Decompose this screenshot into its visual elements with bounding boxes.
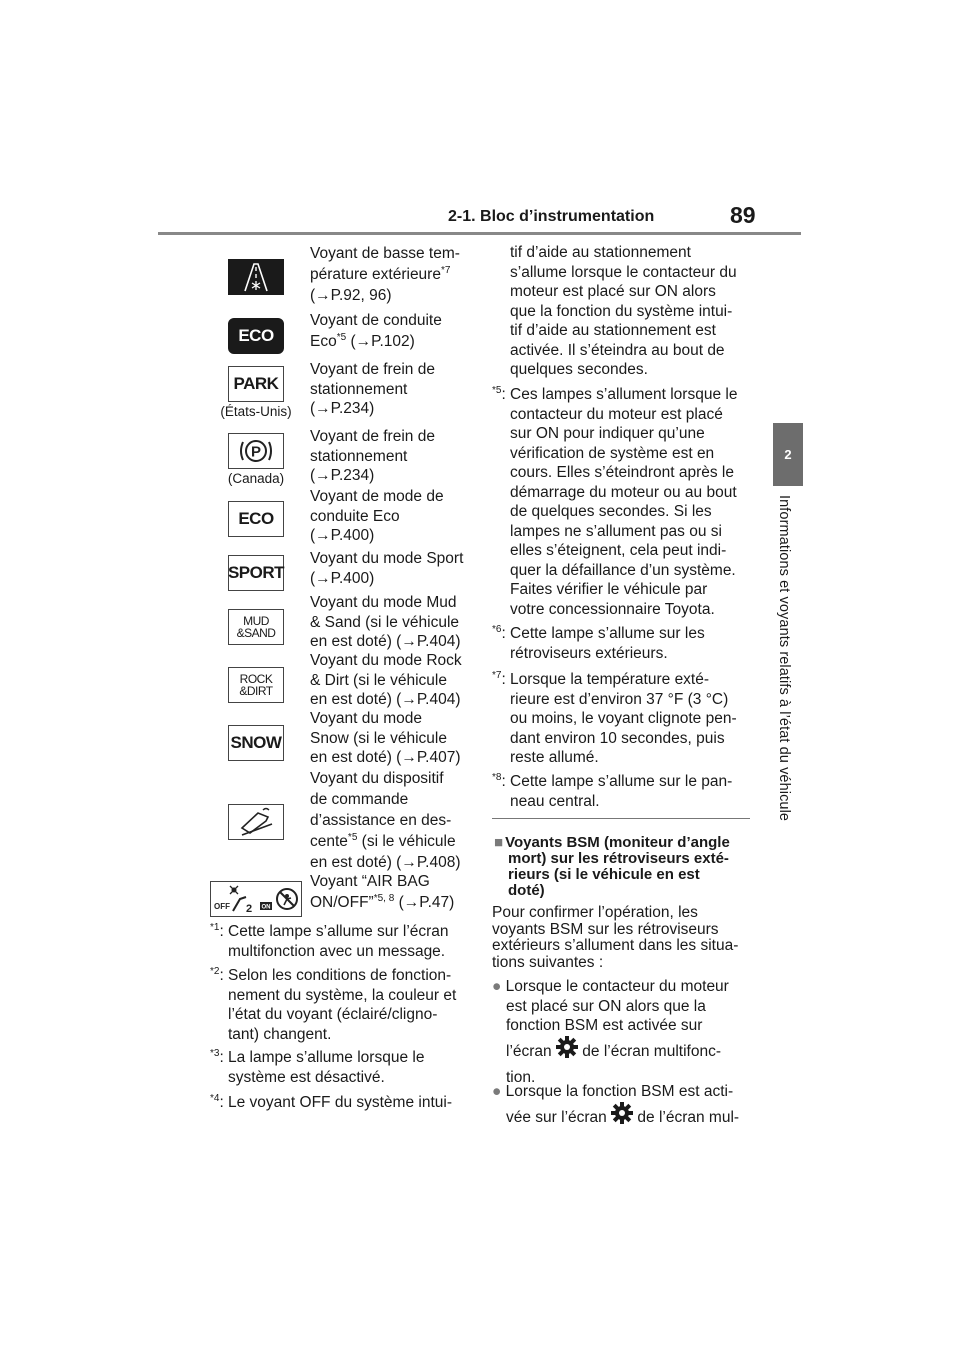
footnote-text-line: s’allume lorsque le contacteur du (510, 263, 737, 281)
icon-label: ECO (238, 326, 274, 345)
bullet-dot-icon: ● (492, 978, 502, 995)
indicator-description-line: Voyant de frein de (310, 361, 435, 378)
footnote-text (510, 772, 732, 811)
icon-label: SNOW (230, 733, 282, 752)
footnote-text-line: elles s’éteignent, cela peut indi- (510, 542, 727, 559)
bullet-line: vée sur l’écran de l’écran mul- (492, 1102, 754, 1134)
indicator-description-line: (→P.400) (310, 527, 375, 544)
bullet-line: l’écran de l’écran multifonc- (492, 1036, 754, 1068)
footnote-key: $^{*7}$: (492, 669, 506, 688)
indicator-description (310, 487, 472, 546)
snow-mode-icon (228, 725, 284, 761)
indicator-description-line: ON/OFF”$^{*5, 8}$ (→P.47) (310, 892, 455, 911)
indicator-description-line: Eco$^{*5}$ (→P.102) (310, 331, 415, 350)
footnote-text-line: démarrage du moteur ou au bout (510, 483, 737, 501)
footnote-text-line: Cette lampe s’allume sur les (510, 625, 705, 642)
footnote-text-line: tant) changent. (228, 1025, 332, 1043)
footnote-text-line: ou moins, le voyant clignote pen- (510, 710, 737, 727)
indicator-description-line: d’assistance en des- (310, 812, 452, 829)
indicator-description (310, 427, 472, 486)
footnote-text-line: Lorsque la température exté- (510, 671, 710, 688)
park-brake-canada-icon (228, 433, 284, 469)
footnote-text-line: reste allumé. (510, 749, 599, 766)
indicator-description-line: Voyant de basse tem- (310, 245, 460, 262)
indicator-description-line: (→P.234) (310, 400, 375, 417)
square-bullet-icon: ■ (494, 834, 504, 851)
footnote-text (510, 670, 737, 768)
footnote-text (228, 1048, 424, 1087)
footnote-key: $^{*1}$: (210, 921, 224, 940)
footnote-text (228, 922, 449, 961)
bsm-intro-line: extérieurs s’allument dans les situa- (492, 937, 739, 954)
indicator-description (310, 768, 472, 873)
indicator-description-line: Voyant “AIR BAG (310, 873, 430, 890)
footnote-text-line: Selon les conditions de fonction- (228, 967, 452, 984)
indicator-description-line: en est doté) (→P.408) (310, 854, 461, 871)
bsm-heading (494, 835, 752, 899)
footnote-ref: *5 (336, 331, 347, 343)
gear-icon (556, 1036, 578, 1068)
footnote-text-line: tif d’aide au stationnement est (510, 322, 716, 339)
bsm-heading-line: doté) (508, 882, 545, 899)
indicator-description-line: de commande (310, 791, 409, 808)
icon-label: ROCK &DIRT (239, 672, 273, 698)
indicator-description-line: Voyant du dispositif (310, 770, 444, 787)
footnote-text-line: tif d’aide au stationnement (510, 244, 691, 261)
indicator-description-line: cente$^{*5}$ (si le véhicule (310, 831, 456, 850)
footnote-text-line: Faites vérifier le véhicule par (510, 581, 708, 598)
footnote-text (510, 385, 737, 619)
airbag-on-off-icon (210, 881, 302, 917)
footnote-key: $^{*8}$: (492, 771, 506, 790)
indicator-description (310, 360, 472, 419)
svg-text:P: P (250, 443, 262, 461)
eco-drive-icon (228, 318, 284, 354)
footnote-key: $^{*3}$: (210, 1047, 224, 1066)
footnote-text (510, 624, 705, 663)
indicator-description-line: conduite Eco (310, 507, 400, 525)
footnote-text-line: moteur est placé sur ON alors (510, 283, 716, 300)
gear-icon (611, 1102, 633, 1134)
indicator-description-line: Voyant du mode (310, 710, 423, 727)
icon-caption: (Canada) (227, 471, 285, 486)
indicator-description-line: & Dirt (si le véhicule (310, 671, 447, 689)
indicator-description-line: Voyant de conduite (310, 312, 442, 329)
footnote-ref: *5, 8 (373, 892, 395, 904)
indicator-description (310, 593, 472, 652)
indicator-description-line: en est doté) (→P.404) (310, 691, 461, 708)
icon-label: MUD &SAND (236, 614, 276, 640)
bsm-heading-line: mort) sur les rétroviseurs exté- (508, 850, 729, 867)
indicator-description-line: (→P.234) (310, 467, 375, 484)
footnote-text-line: rieure est d’environ 37 °F (3 °C) (510, 690, 729, 708)
footnote-text-line: l’état du voyant (éclairé/cligno- (228, 1006, 438, 1023)
footnote-text-line: sur ON pour indiquer qu’une (510, 425, 705, 442)
indicator-description (310, 651, 472, 710)
indicator-description (310, 709, 472, 768)
indicator-description-line: (→P.92, 96) (310, 287, 392, 304)
footnote-text-line: votre concessionnaire Toyota. (510, 600, 715, 618)
indicator-description-line: Voyant du mode Sport (310, 550, 464, 567)
indicator-description-line: Voyant du mode Rock (310, 652, 462, 669)
sport-mode-icon (228, 555, 284, 591)
indicator-description-line: pérature extérieure$^{*7}$ (310, 264, 451, 283)
rock-dirt-icon (228, 667, 284, 703)
park-brake-us-icon (228, 366, 284, 402)
bullet-dot-icon: ● (492, 1083, 502, 1100)
footnote-4-continued-text (510, 243, 737, 380)
indicator-description-line: en est doté) (→P.407) (310, 749, 461, 766)
mud-sand-icon (228, 609, 284, 645)
indicator-description (310, 310, 472, 352)
indicator-description-line: stationnement (310, 380, 408, 398)
footnote-key: $^{*4}$: (210, 1092, 224, 1111)
icon-label: SPORT (227, 563, 285, 582)
header-rule (158, 232, 801, 235)
indicator-description (310, 871, 472, 913)
bullet-line: ● Lorsque la fonction BSM est acti- (492, 1083, 734, 1100)
footnote-text-line: Cette lampe s’allume sur le pan- (510, 773, 733, 790)
footnote-text-line: contacteur du moteur est placé (510, 405, 723, 423)
icon-label: ECO (238, 509, 274, 528)
downhill-assist-icon (228, 804, 284, 840)
section-divider (492, 818, 750, 819)
low-temperature-icon (228, 259, 284, 295)
bsm-intro (492, 905, 754, 971)
section-title: 2-1. Bloc d’instrumentation (448, 208, 655, 225)
indicator-description-line: Voyant de mode de (310, 488, 444, 505)
footnote-key: $^{*5}$: (492, 384, 506, 403)
indicator-description-line: stationnement (310, 447, 408, 465)
footnote-ref: *7 (440, 264, 451, 276)
footnote-key: $^{*6}$: (492, 623, 506, 642)
footnote-text (228, 1093, 452, 1113)
footnote-text-line: neau central. (510, 792, 600, 810)
footnote-text-line: Cette lampe s’allume sur l’écran (228, 923, 449, 940)
indicator-description-line: Voyant du mode Mud (310, 594, 457, 611)
bullet-line: tion. (506, 1068, 536, 1086)
bsm-heading-line: ■ Voyants BSM (moniteur d’angle (494, 834, 730, 851)
indicator-description-line: Voyant de frein de (310, 428, 435, 445)
footnote-text-line: cours. Elles s’éteindront après le (510, 464, 735, 481)
svg-text:2: 2 (246, 903, 253, 915)
indicator-description-line: Snow (si le véhicule (310, 729, 447, 747)
footnote-text-line: quelques secondes. (510, 361, 648, 378)
icon-label: PARK (233, 374, 279, 393)
bullet-line: est placé sur ON alors que la (506, 997, 706, 1015)
footnote-text-line: système est désactivé. (228, 1068, 385, 1086)
svg-text:OFF: OFF (214, 902, 230, 911)
footnote-text-line: activée. Il s’éteindra au bout de (510, 341, 725, 359)
eco-mode-icon (228, 501, 284, 537)
footnote-key: $^{*2}$: (210, 965, 224, 984)
footnote-text-line: dant environ 10 secondes, puis (510, 729, 725, 747)
footnote-text-line: de quelques secondes. Si les (510, 503, 712, 520)
icon-caption: (États-Unis) (220, 404, 292, 419)
indicator-description (310, 243, 472, 306)
bsm-intro-line: voyants BSM sur les rétroviseurs (492, 920, 719, 938)
chapter-title: Informations et voyants relatifs à l’état du véhicule (776, 495, 792, 822)
bullet-line: ● Lorsque le contacteur du moteur (492, 978, 729, 995)
indicator-description (310, 549, 472, 588)
bsm-heading-line: rieurs (si le véhicule en est (508, 866, 700, 883)
footnote-text-line: lampes ne s’allument pas ou si (510, 522, 722, 540)
footnote-text-line: Ces lampes s’allument lorsque le (510, 386, 738, 403)
bsm-intro-line: tions suivantes : (492, 953, 604, 971)
footnote-text-line: La lampe s’allume lorsque le (228, 1049, 425, 1066)
footnote-ref: *5 (347, 831, 358, 843)
footnote-text (228, 966, 456, 1044)
page-number: 89 (730, 202, 756, 228)
bsm-intro-line: Pour confirmer l’opération, les (492, 904, 698, 921)
indicator-description-line: & Sand (si le véhicule (310, 613, 460, 631)
footnote-text-line: Le voyant OFF du système intui- (228, 1094, 452, 1111)
footnote-text-line: multifonction avec un message. (228, 942, 446, 960)
bullet-line: fonction BSM est activée sur (506, 1017, 703, 1034)
footnote-text-line: que la fonction du système intui- (510, 302, 733, 320)
svg-text:ON: ON (261, 904, 271, 911)
indicator-description-line: en est doté) (→P.404) (310, 633, 461, 650)
chapter-tab: 2 (773, 423, 803, 486)
footnote-text-line: vérification de système est en (510, 444, 715, 462)
footnote-text-line: quer la défaillance d’un système. (510, 561, 736, 579)
footnote-text-line: rétroviseurs extérieurs. (510, 644, 668, 662)
footnote-text-line: nement du système, la couleur et (228, 986, 457, 1004)
bsm-bullet-1 (492, 977, 754, 1087)
bsm-bullet-2 (492, 1082, 754, 1134)
indicator-description-line: (→P.400) (310, 569, 375, 587)
